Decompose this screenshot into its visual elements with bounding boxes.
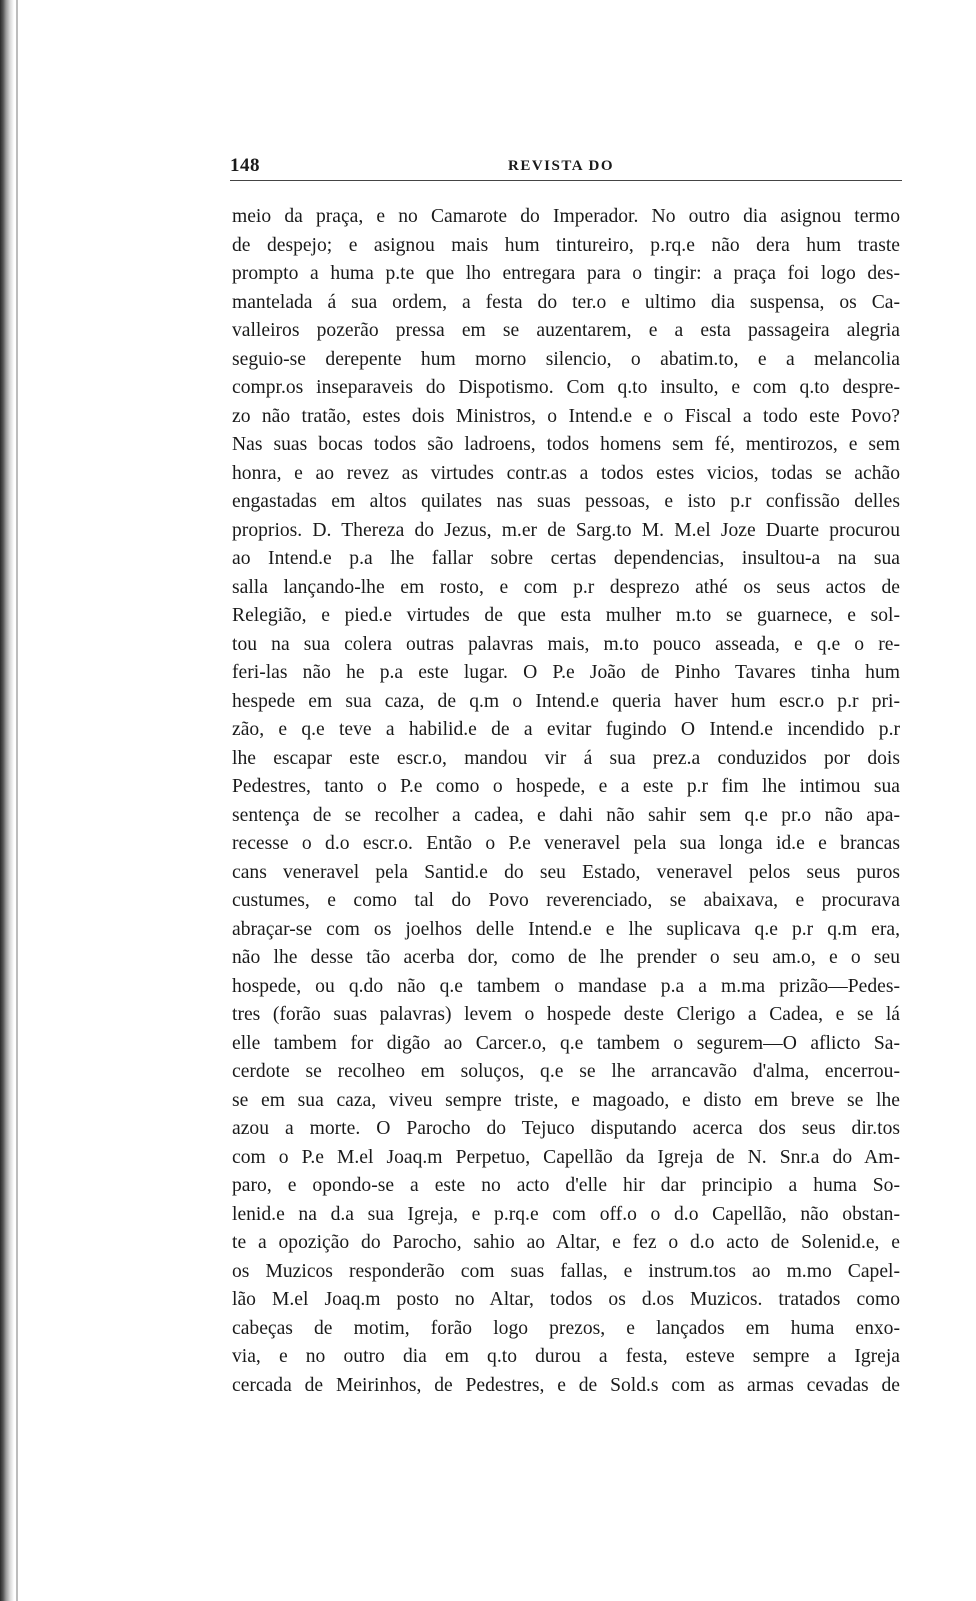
text-line: compr.os inseparaveis do Dispotismo. Com q.to insulto, e com q.to despre- [232, 377, 900, 398]
book-page [232, 150, 912, 1400]
binding-shadow [0, 0, 14, 1601]
text-line: mantelada á sua ordem, a festa do ter.o e ultimo dia suspensa, os Ca- [232, 291, 900, 313]
text-line: hespede em sua caza, de q.m o Intend.e queria haver hum escr.o p.r pri- [232, 690, 900, 712]
text-line: feri-las não he p.a este lugar. O P.e João de Pinho Tavares tinha hum [232, 662, 900, 683]
text-line: proprios. D. Thereza do Jezus, m.er de Sarg.to M. M.el Joze Duarte procurou [232, 519, 900, 541]
text-line: elle tambem for digão ao Carcer.o, q.e tambem o segurem—O aflicto Sa- [232, 1032, 900, 1054]
text-line: salla lançando-lhe em rosto, e com p.r desprezo athé os seus actos de [232, 576, 900, 598]
text-line: azou a morte. O Parocho do Tejuco disputando acerca dos seus dir.tos [232, 1118, 900, 1139]
text-line: se em sua caza, viveu sempre triste, e magoado, e disto em breve se lhe [232, 1089, 900, 1111]
text-line: honra, e ao revez as virtudes contr.as a todos estes vicios, todas se achão [232, 462, 900, 484]
text-line: de despejo; e asignou mais hum tintureiro, p.rq.e não dera hum traste [232, 234, 900, 256]
binding-line [16, 0, 18, 1601]
text-line: valleiros pozerão pressa em se auzentarem, e a esta passageira alegria [232, 320, 900, 341]
text-line: paro, e opondo-se a este no acto d'elle hir dar principio a huma So- [232, 1175, 900, 1196]
text-line: com o P.e M.el Joaq.m Perpetuo, Capellão da Igreja de N. Snr.a do Am- [232, 1146, 900, 1168]
text-line: te a opozição do Parocho, sahio ao Altar, e fez o d.o acto de Solenid.e, e [232, 1232, 900, 1253]
text-line: via, e no outro dia em q.to durou a festa, esteve sempre a Igreja [232, 1346, 900, 1367]
text-line: engastadas em altos quilates nas suas pessoas, e isto p.r confissão delles [232, 491, 900, 512]
text-line: zão, e q.e teve a habilid.e de a evitar fugindo O Intend.e incendido p.r [232, 719, 900, 740]
text-line: cerdote se recolheo em soluços, q.e se lhe arrancavão d'alma, encerrou- [232, 1061, 900, 1082]
text-line: os Muzicos responderão com suas fallas, e instrum.tos ao m.mo Capel- [232, 1260, 900, 1282]
text-line: zo não tratão, estes dois Ministros, o Intend.e e o Fiscal a todo este Povo? [232, 405, 900, 427]
text-line: Relegião, e pied.e virtudes de que esta mulher m.to se guarnece, e sol- [232, 605, 900, 626]
text-line: meio da praça, e no Camarote do Imperador. No outro dia asignou termo [232, 206, 900, 227]
text-line: Nas suas bocas todos são ladroens, todos homens sem fé, mentirozos, e sem [232, 434, 900, 455]
text-line: Pedestres, tanto o P.e como o hospede, e a este p.r fim lhe intimou sua [232, 776, 900, 797]
text-line: cercada de Meirinhos, de Pedestres, e de Sold.s com as armas cevadas de [232, 1374, 900, 1396]
text-line: prompto a huma p.te que lho entregara para o tingir: a praça foi logo des- [232, 263, 900, 284]
running-head [230, 150, 902, 181]
running-title: REVISTA DO [508, 158, 614, 174]
page-number: 148 [230, 155, 260, 176]
text-line: cans veneravel pela Santid.e do seu Estado, veneravel pelos seus puros [232, 861, 900, 883]
text-line: lhe escapar este escr.o, mandou vir á sua prez.a conduzidos por dois [232, 747, 900, 769]
text-line: cabeças de motim, forão logo prezos, e lançados em huma enxo- [232, 1317, 900, 1339]
text-line: tou na sua colera outras palavras mais, m.to pouco asseada, e q.e o re- [232, 633, 900, 655]
text-line: tres (forão suas palavras) levem o hospede deste Clerigo a Cadea, e se lá [232, 1004, 900, 1025]
text-line: lenid.e na d.a sua Igreja, e p.rq.e com off.o o d.o Capellão, não obstan- [232, 1203, 900, 1225]
text-line: hospede, ou q.do não q.e tambem o mandase p.a a m.ma prizão—Pedes- [232, 975, 900, 997]
text-line: custumes, e como tal do Povo reverenciado, se abaixava, e procurava [232, 890, 900, 911]
text-line: recesse o d.o escr.o. Então o P.e veneravel pela sua longa id.e e brancas [232, 833, 900, 854]
text-line: seguio-se derepente hum morno silencio, o abatim.to, e a melancolia [232, 348, 900, 370]
text-line: sentença de se recolher a cadea, e dahi não sahir sem q.e pr.o não apa- [232, 804, 900, 826]
body-text [232, 203, 900, 1400]
text-line: não lhe desse tão acerba dor, como de lhe prender o seu am.o, e o seu [232, 947, 900, 968]
text-line: ao Intend.e p.a lhe fallar sobre certas dependencias, insultou-a na sua [232, 548, 900, 569]
text-line: lão M.el Joaq.m posto no Altar, todos os d.os Muzicos. tratados como [232, 1289, 900, 1310]
text-line: abraçar-se com os joelhos delle Intend.e e lhe suplicava q.e p.r q.m era, [232, 918, 900, 940]
